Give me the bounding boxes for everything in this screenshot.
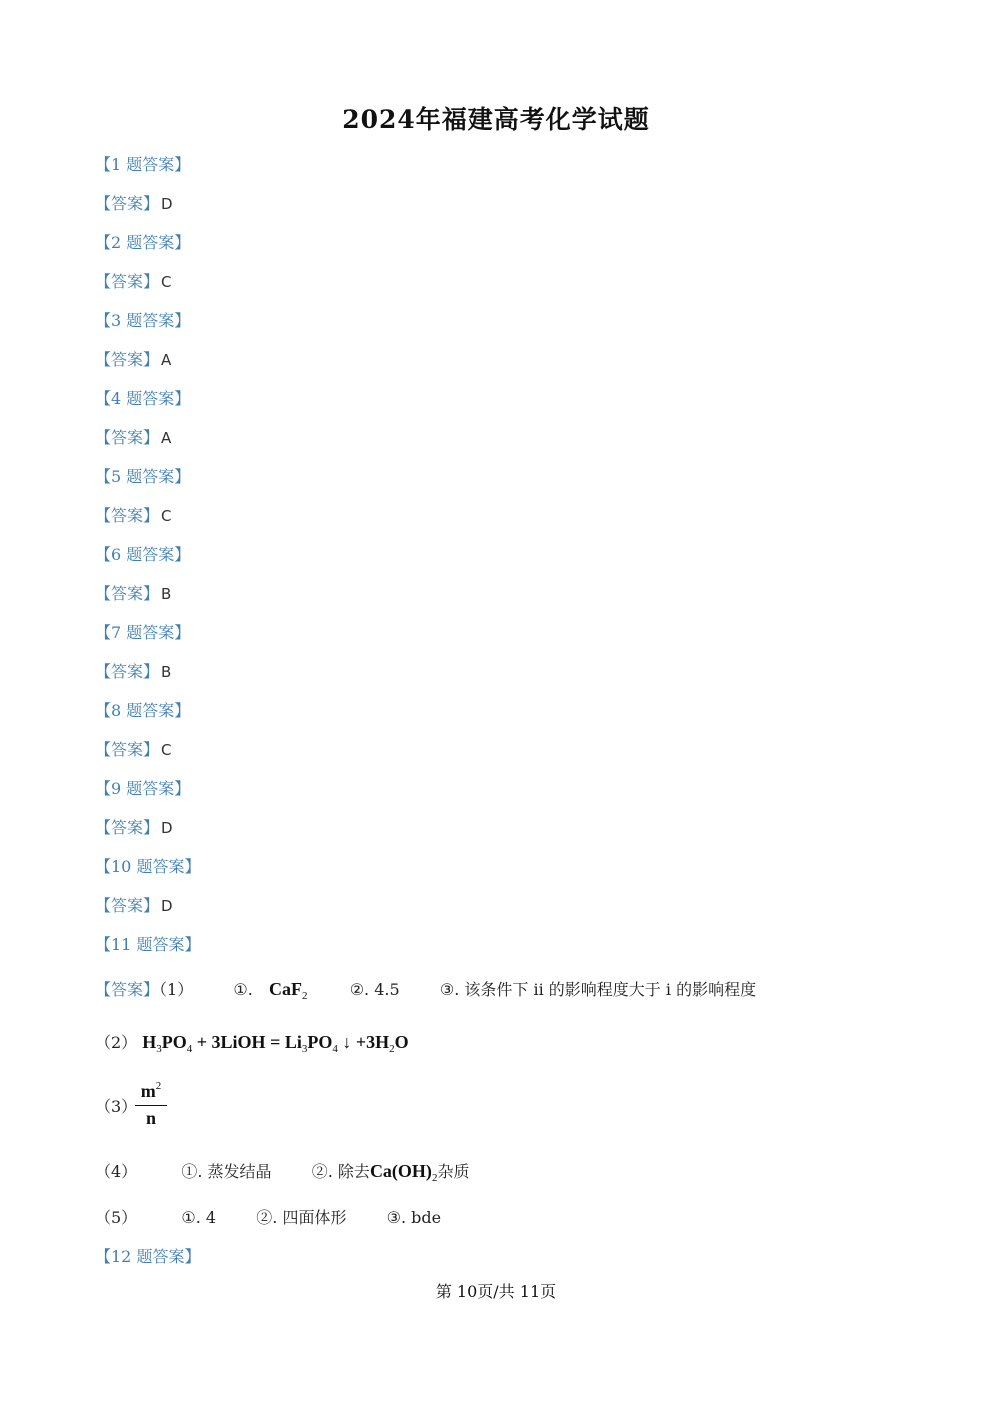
question-2-header: 【2 题答案】 — [95, 233, 191, 252]
part-1-answer-1-marker: ①. — [233, 980, 253, 999]
question-10-header: 【10 题答案】 — [95, 857, 201, 876]
part-2-label: （2） — [95, 1033, 138, 1052]
caoh2-formula: $Ca(OH)_2$ — [369, 1161, 438, 1184]
question-11-part-5 — [95, 1207, 441, 1229]
question-2-answer: 【答案】 C — [95, 272, 172, 291]
question-3-answer: 【答案】 A — [95, 350, 172, 369]
question-5-answer: 【答案】 C — [95, 506, 172, 525]
caf2-formula: CaF$_2$ — [269, 979, 308, 1002]
question-4-header: 【4 题答案】 — [95, 389, 191, 408]
question-10-answer: 【答案】 D — [95, 896, 173, 915]
part-4-answer-2: ②. 除去 — [311, 1162, 370, 1181]
question-8-answer: 【答案】 C — [95, 740, 172, 759]
question-11-header: 【11 题答案】 — [95, 935, 201, 954]
question-11-part-2 — [95, 1031, 409, 1060]
question-7-answer: 【答案】 B — [95, 662, 172, 681]
part-5-answer-1: ①. 4 — [181, 1208, 217, 1227]
question-8-header: 【8 题答案】 — [95, 701, 191, 720]
part-5-answer-3: ③. bde — [386, 1208, 442, 1227]
document-title: 2024年福建高考化学试题 — [342, 105, 650, 134]
question-6-header: 【6 题答案】 — [95, 545, 191, 564]
question-9-header: 【9 题答案】 — [95, 779, 191, 798]
question-6-answer: 【答案】 B — [95, 584, 172, 603]
question-1-answer: 【答案】 D — [95, 194, 173, 213]
question-11-part-3-label: （3） — [95, 1097, 138, 1116]
question-1-header: 【1 题答案】 — [95, 155, 191, 174]
question-4-answer: 【答案】 A — [95, 428, 172, 447]
part-5-answer-2: ②. 四面体形 — [256, 1208, 347, 1227]
part-1-label: （1） — [159, 980, 194, 999]
fraction-m2-over-n: $\frac{m^2}{n}$ — [135, 1080, 167, 1129]
question-7-header: 【7 题答案】 — [95, 623, 191, 642]
part-1-answer-2: ②. 4.5 — [349, 980, 400, 999]
question-3-header: 【3 题答案】 — [95, 311, 191, 330]
page-footer: 第 10页/共 11页 — [435, 1282, 557, 1301]
question-11-part-4: （4） ①. 蒸发结晶 ②. 除去$Ca(OH)_2$杂质 — [95, 1161, 470, 1184]
question-12-header: 【12 题答案】 — [95, 1247, 201, 1266]
question-5-header: 【5 题答案】 — [95, 467, 191, 486]
question-9-answer: 【答案】 D — [95, 818, 173, 837]
part-1-answer-3: ③. 该条件下 ii 的影响程度大于 i 的影响程度 — [439, 980, 757, 999]
part-4-label: （4） — [95, 1162, 138, 1181]
question-11-part-1: 【答案】（1） ①. CaF$_2$ ②. 4.5 ③. 该条件下 ii 的影响程度大于 i 的影响程度 — [95, 979, 757, 1002]
part-5-label: （5） — [95, 1208, 138, 1227]
reaction-equation: $H_3PO_4$ + 3LiOH = $Li_3PO_4$ ↓ $+3H_2O$ — [142, 1032, 409, 1055]
part-4-answer-1: ①. 蒸发结晶 — [181, 1162, 272, 1181]
